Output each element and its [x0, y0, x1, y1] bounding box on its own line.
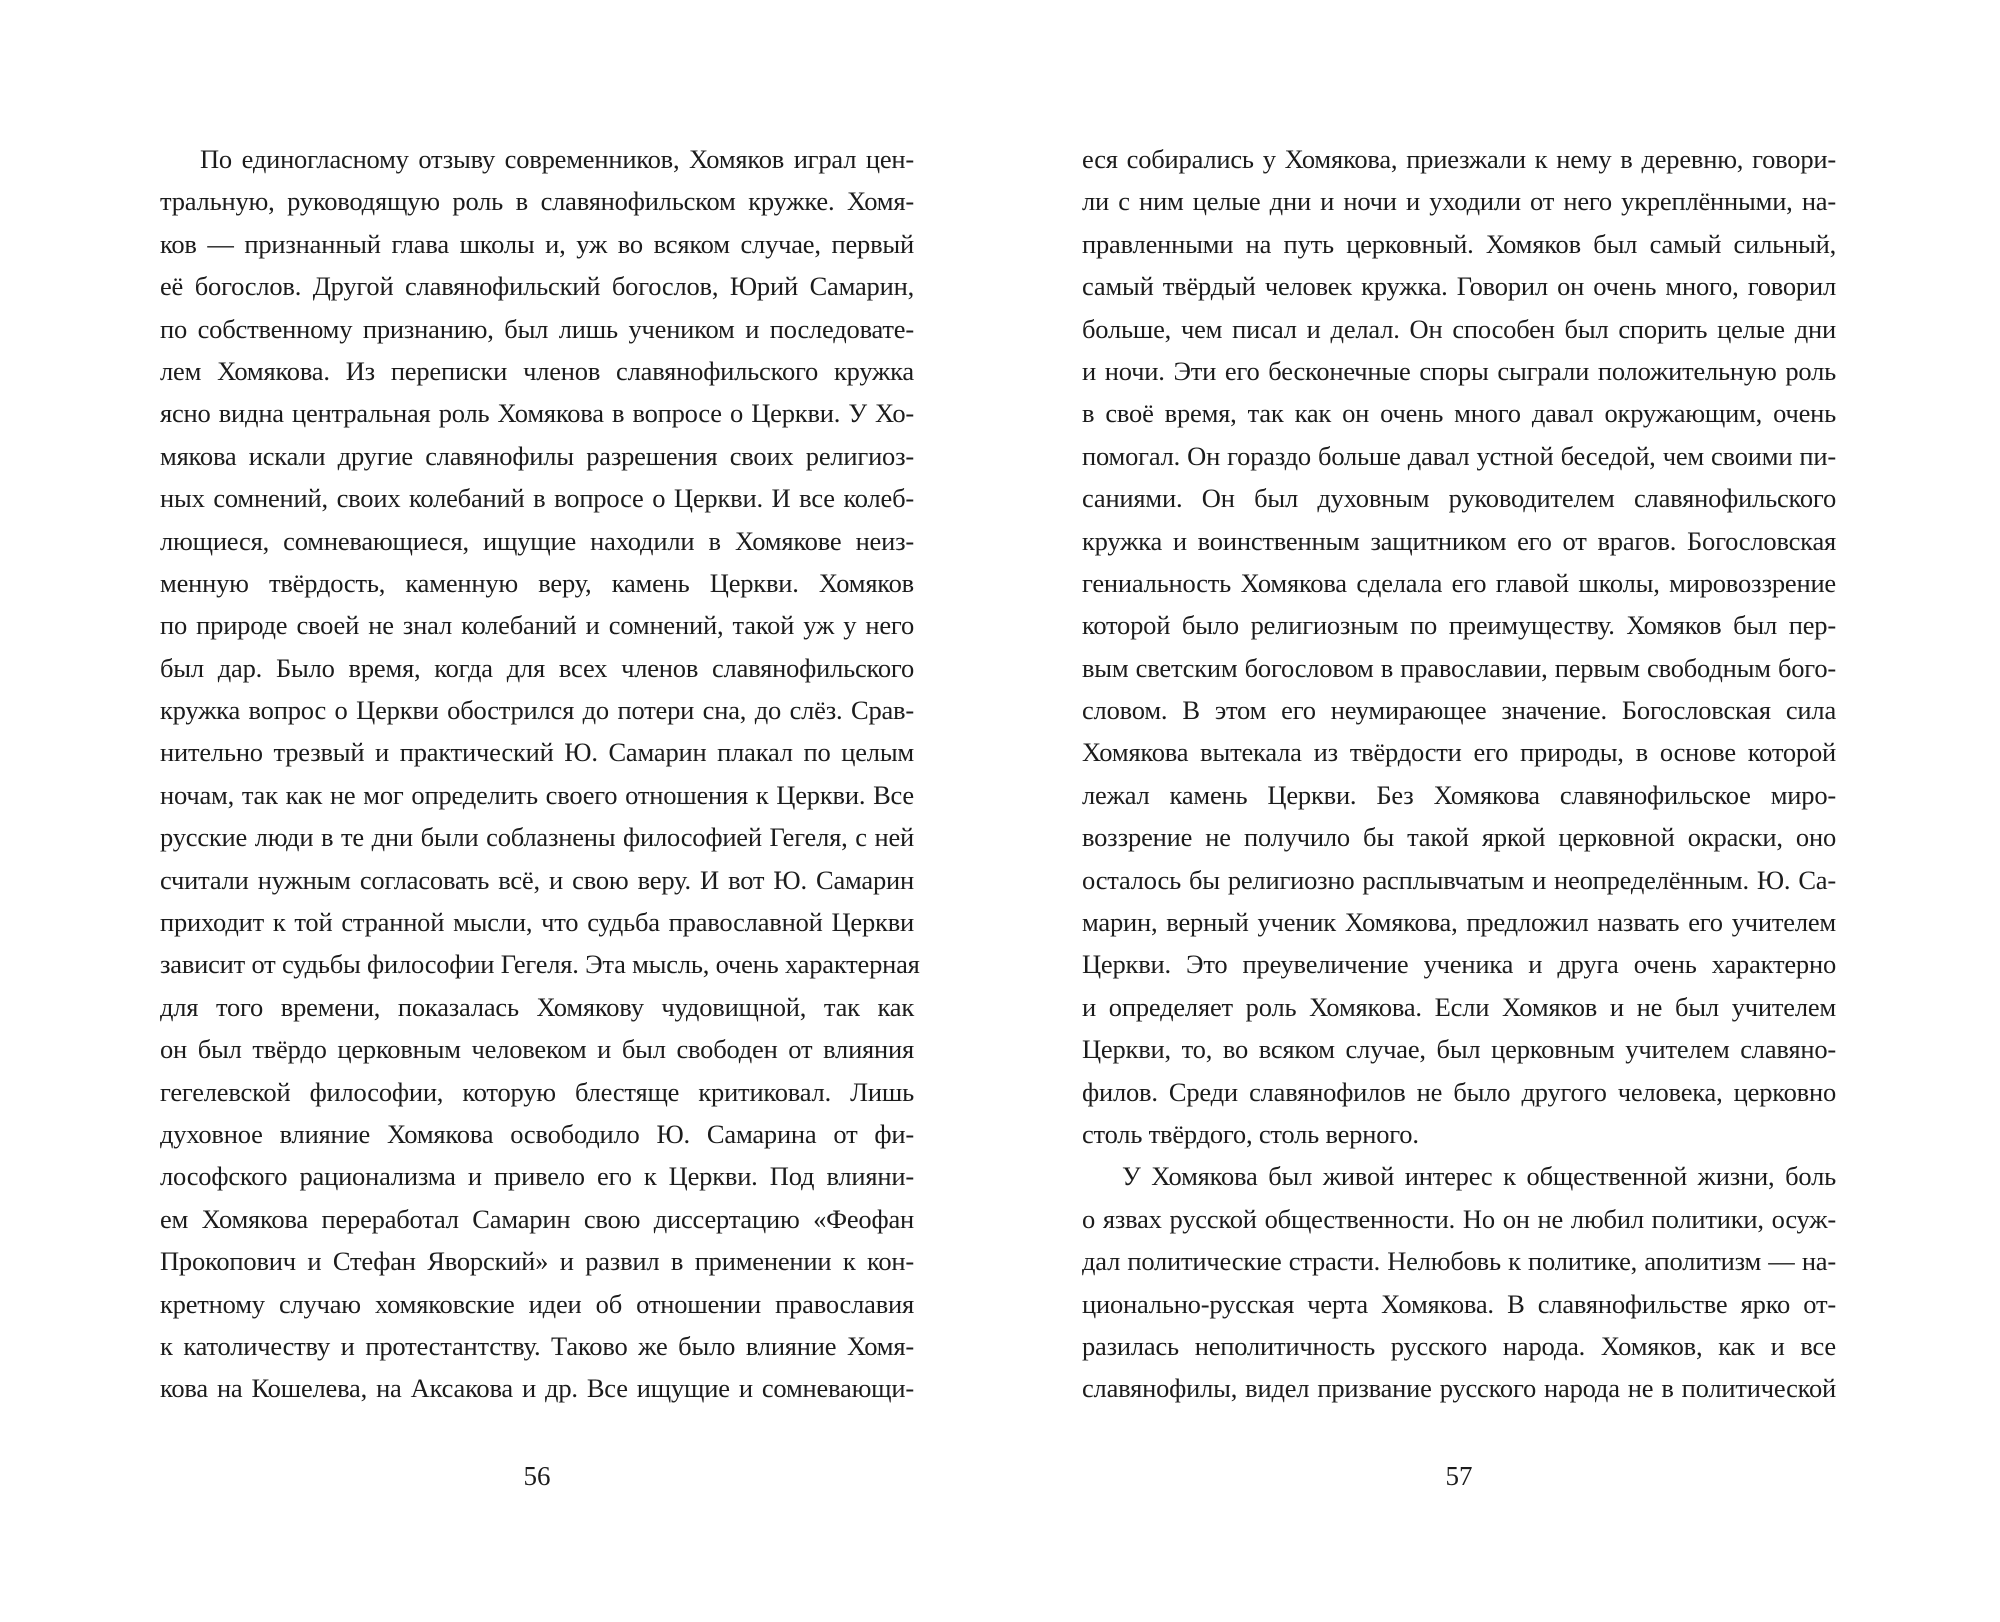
text-line: Церкви, то, во всяком случае, был церковным учителем славяно-	[1082, 1034, 1836, 1065]
page-number-right: 57	[1445, 1461, 1473, 1491]
text-line: Хомякова вытекала из твёрдости его природы, в основе которой	[1082, 737, 1836, 768]
text-line: которой было религиозным по преимуществу. Хомяков был пер-	[1082, 610, 1836, 641]
text-line: кретному случаю хомяковские идеи об отношении православия	[160, 1288, 914, 1319]
text-line: и определяет роль Хомякова. Если Хомяков и не был учителем	[1082, 991, 1836, 1022]
text-line: саниями. Он был духовным руководителем славянофильского	[1082, 483, 1836, 514]
right-page-text	[1082, 138, 1836, 1410]
text-line: русские люди в те дни были соблазнены философией Гегеля, с ней	[160, 822, 914, 853]
text-line: был дар. Было время, когда для всех членов славянофильского	[160, 652, 914, 683]
text-line: духовное влияние Хомякова освободило Ю. Самарина от фи-	[160, 1118, 914, 1149]
text-line: помогал. Он гораздо больше давал устной беседой, чем своими пи-	[1082, 440, 1836, 471]
text-line: ков — признанный глава школы и, уж во всяком случае, первый	[160, 228, 914, 259]
text-line: самый твёрдый человек кружка. Говорил он очень много, говорил	[1082, 271, 1836, 302]
text-line: гегелевской философии, которую блестяще критиковал. Лишь	[160, 1076, 914, 1107]
text-line: Церкви. Это преувеличение ученика и друга очень характерно	[1082, 949, 1836, 980]
text-line: нительно трезвый и практический Ю. Самарин плакал по целым	[160, 737, 914, 768]
text-line: лем Хомякова. Из переписки членов славянофильского кружка	[160, 355, 914, 386]
left-page-text	[160, 138, 920, 1410]
text-line: он был твёрдо церковным человеком и был свободен от влияния	[160, 1034, 914, 1065]
text-line: больше, чем писал и делал. Он способен был спорить целые дни	[1082, 313, 1836, 344]
text-line: гениальность Хомякова сделала его главой школы, мировоззрение	[1082, 567, 1836, 598]
text-line: осталось бы религиозно расплывчатым и неопределённым. Ю. Са-	[1082, 864, 1836, 895]
text-line: еся собирались у Хомякова, приезжали к нему в деревню, говори-	[1082, 144, 1836, 174]
text-line: вым светским богословом в православии, первым свободным бого-	[1082, 652, 1836, 683]
text-line: в своё время, так как он очень много давал окружающим, очень	[1082, 398, 1836, 429]
text-line: славянофилы, видел призвание русского народа не в политической	[1082, 1373, 1836, 1404]
text-line: лющиеся, сомневающиеся, ищущие находили в Хомякове неиз-	[160, 525, 914, 556]
text-line: Прокопович и Стефан Яворский» и развил в применении к кон-	[160, 1246, 914, 1277]
text-line: разилась неполитичность русского народа. Хомяков, как и все	[1082, 1330, 1836, 1361]
text-line: воззрение не получило бы такой яркой церковной окраски, оно	[1082, 822, 1836, 853]
text-line: ясно видна центральная роль Хомякова в вопросе о Церкви. У Хо-	[160, 398, 914, 429]
text-line: её богослов. Другой славянофильский богослов, Юрий Самарин,	[160, 271, 914, 302]
text-line: ных сомнений, своих колебаний в вопросе о Церкви. И все колеб-	[160, 483, 914, 514]
text-line: ционально-русская черта Хомякова. В славянофильстве ярко от-	[1082, 1288, 1836, 1319]
text-line: по собственному признанию, был лишь учеником и последовате-	[160, 313, 914, 344]
text-line: филов. Среди славянофилов не было другого человека, церковно	[1082, 1076, 1836, 1107]
text-line: правленными на путь церковный. Хомяков был самый сильный,	[1082, 228, 1836, 259]
text-line: и ночи. Эти его бесконечные споры сыграли положительную роль	[1082, 355, 1836, 386]
text-line: ночам, так как не мог определить своего отношения к Церкви. Все	[160, 779, 914, 810]
text-line: столь твёрдого, столь верного.	[1082, 1118, 1419, 1149]
text-line: к католичеству и протестантству. Таково же было влияние Хомя-	[160, 1330, 914, 1361]
text-line: У Хомякова был живой интерес к общественной жизни, боль	[1122, 1161, 1836, 1192]
text-line: тральную, руководящую роль в славянофильском кружке. Хомя-	[160, 186, 914, 217]
text-line: кружка вопрос о Церкви обострился до потери сна, до слёз. Срав-	[160, 695, 914, 726]
text-line: менную твёрдость, каменную веру, камень Церкви. Хомяков	[160, 567, 914, 598]
text-line: ем Хомякова переработал Самарин свою диссертацию «Феофан	[160, 1203, 914, 1234]
text-line: марин, верный ученик Хомякова, предложил назвать его учителем	[1082, 907, 1836, 938]
text-line: дал политические страсти. Нелюбовь к политике, аполитизм — на-	[1082, 1246, 1836, 1277]
page-number-left: 56	[523, 1461, 551, 1491]
text-line: кова на Кошелева, на Аксакова и др. Все ищущие и сомневающи-	[160, 1373, 914, 1404]
text-line: кружка и воинственным защитником его от врагов. Богословская	[1082, 525, 1836, 556]
text-line: считали нужным согласовать всё, и свою веру. И вот Ю. Самарин	[160, 864, 914, 895]
text-line: зависит от судьбы философии Гегеля. Эта мысль, очень характерная	[160, 949, 920, 980]
text-line: для того времени, показалась Хомякову чудовищной, так как	[160, 991, 914, 1022]
text-line: по природе своей не знал колебаний и сомнений, такой уж у него	[160, 610, 914, 641]
text-line: лософского рационализма и привело его к Церкви. Под влияни-	[160, 1161, 914, 1192]
text-line: о язвах русской общественности. Но он не любил политики, осуж-	[1082, 1203, 1836, 1234]
text-line: словом. В этом его неумирающее значение. Богословская сила	[1082, 695, 1836, 726]
text-line: мякова искали другие славянофилы разрешения своих религиоз-	[160, 440, 914, 471]
text-line: По единогласному отзыву современников, Хомяков играл цен-	[200, 144, 914, 174]
text-line: ли с ним целые дни и ночи и уходили от него укреплёнными, на-	[1082, 186, 1836, 217]
text-line: приходит к той странной мысли, что судьба православной Церкви	[160, 907, 914, 938]
text-line: лежал камень Церкви. Без Хомякова славянофильское миро-	[1082, 779, 1836, 810]
